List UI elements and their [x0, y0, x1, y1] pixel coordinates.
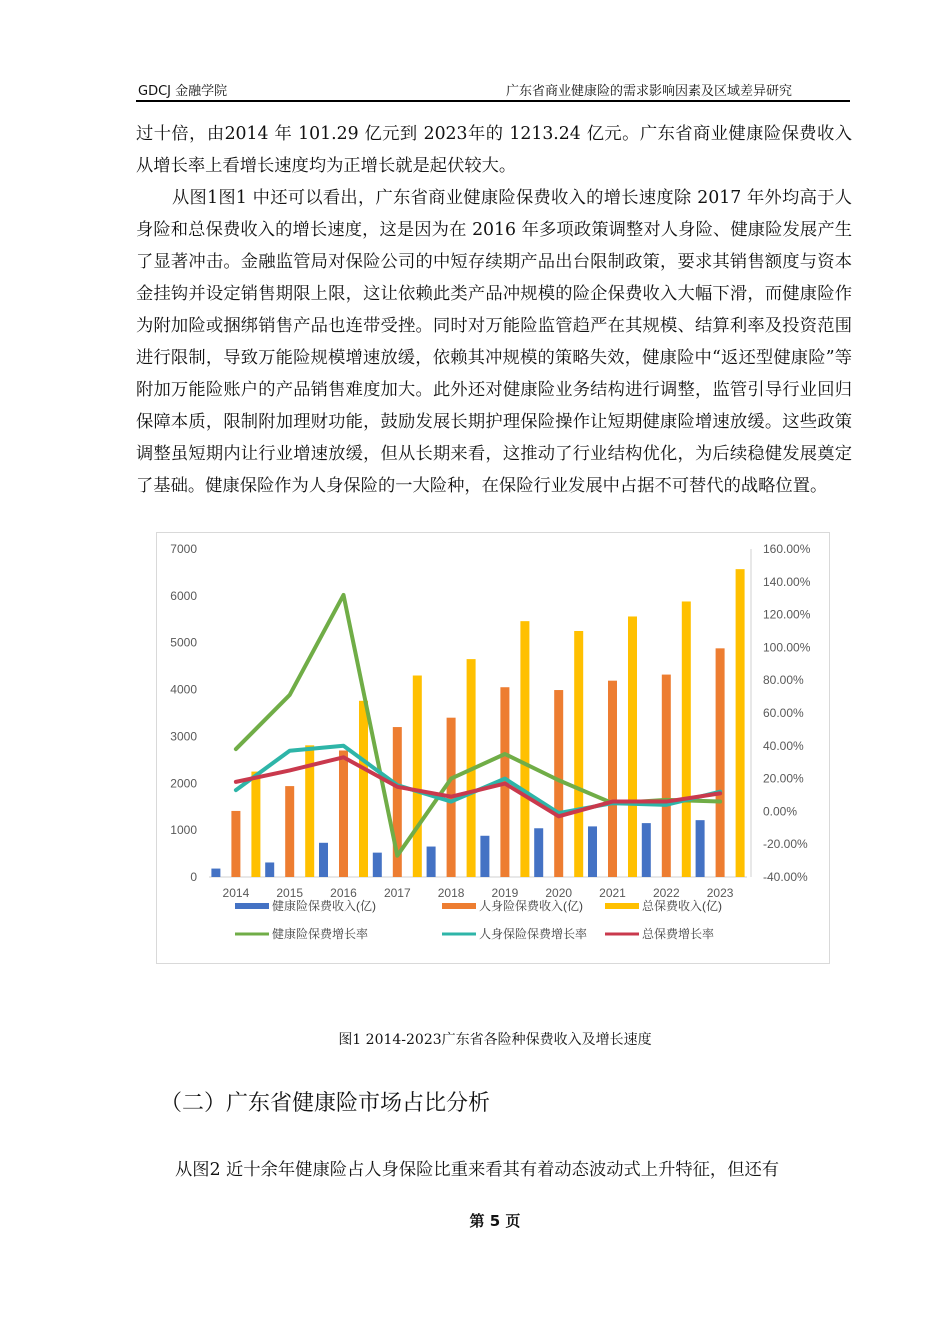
bar — [319, 843, 328, 877]
legend-label: 总保费增长率 — [642, 927, 715, 941]
left-axis-tick-label: 0 — [190, 870, 197, 884]
left-axis-tick-label: 3000 — [170, 729, 197, 744]
x-axis-tick-label: 2021 — [599, 886, 626, 900]
x-axis-tick-label: 2015 — [276, 886, 304, 900]
section-title: （二）广东省健康险市场占比分析 — [160, 1091, 491, 1116]
figure-caption: 图1 2014-2023广东省各险种保费收入及增长速度 — [338, 1032, 652, 1048]
right-axis-tick-label: 0.00% — [763, 804, 798, 819]
bar — [716, 648, 725, 877]
right-axis-tick-label: 140.00% — [763, 574, 811, 589]
left-axis-tick-label: 7000 — [170, 542, 197, 556]
x-axis-tick-label: 2017 — [383, 886, 411, 900]
paragraph-3: 从图2 近十余年健康险占人身保险比重来看其有着动态波动式上升特征，但还有 — [175, 1160, 780, 1180]
bar — [628, 616, 637, 877]
left-axis-tick-label: 6000 — [170, 588, 197, 603]
left-axis-tick-label: 1000 — [170, 823, 197, 838]
right-axis-tick-label: 80.00% — [763, 673, 804, 688]
bar — [413, 676, 422, 877]
legend-label: 健康险保费增长率 — [272, 927, 369, 941]
right-axis-tick-label: 120.00% — [763, 607, 811, 622]
bar — [251, 772, 260, 877]
legend-swatch — [442, 903, 476, 909]
bar — [520, 621, 529, 877]
right-axis-tick-label: 20.00% — [763, 771, 804, 786]
bar — [574, 631, 583, 877]
right-axis-tick-label: 60.00% — [763, 706, 804, 720]
bar — [285, 786, 294, 877]
bar — [736, 569, 745, 877]
bar — [480, 836, 489, 877]
bar — [427, 847, 436, 877]
x-axis-tick-label: 2019 — [491, 886, 519, 900]
bar — [373, 853, 382, 877]
bar — [231, 811, 240, 877]
bar — [339, 750, 348, 877]
x-axis-tick-label: 2020 — [545, 886, 573, 900]
header-right: 广东省商业健康险的需求影响因素及区域差异研究 — [505, 84, 792, 99]
bar — [359, 701, 368, 877]
left-axis-tick-label: 2000 — [170, 776, 197, 791]
x-axis-tick-label: 2018 — [437, 886, 465, 900]
x-axis-tick-label: 2014 — [222, 886, 250, 900]
chart-frame — [156, 532, 830, 964]
bar — [588, 826, 597, 877]
legend-swatch — [235, 903, 269, 909]
legend-label: 人身险保费收入(亿) — [479, 899, 583, 913]
combo-chart — [157, 533, 829, 963]
page-number: 第 5 页 — [469, 1212, 521, 1230]
header-left: GDCJ 金融学院 — [138, 84, 228, 99]
bar — [534, 828, 543, 877]
bar — [642, 823, 651, 877]
bar — [265, 862, 274, 877]
left-axis-tick-label: 5000 — [170, 635, 197, 650]
x-axis-tick-label: 2022 — [652, 886, 680, 900]
bar — [682, 601, 691, 877]
bar — [662, 675, 671, 877]
paragraph-1: 过十倍，由2014 年 101.29 亿元到 2023年的 1213.24 亿元。广东省商业健康险保费收入从增长率上看增长速度均为正增长就是起伏较大。 — [136, 124, 852, 176]
legend-label: 人身保险保费增长率 — [479, 927, 588, 941]
x-axis-tick-label: 2016 — [330, 886, 357, 900]
paragraph-2: 从图1图1 中还可以看出，广东省商业健康险保费收入的增长速度除 2017 年外均高于人身险和总保费收入的增长速度，这是因为在 2016 年多项政策调整对人身险、健康险发展产生了显著冲击。金融监管局对保险公司的中短存续期产品出台限制政策，要求其销售额度与资本金挂钩并设定销售期限上限，这让依赖此类产品冲规模的险企保费收入大幅下滑，而健康险作为附加险或捆绑销售产品也连带受挫。同时对万能险监管趋严在其规模、结算利率及投资范围进行限制，导致万能险规模增速放缓，依赖其冲规模的策略失效，健康险中“返还型健康险”等附加万能险账户的产品销售难度加大。此外还对健康险业务结构进行调整，监管引导行业回归保障本质，限制附加理财功能，鼓励发展长期护理保险操作让短期健康险增速放缓。这些政策调整虽短期内让行业增速放缓，但从长期来看，这推动了行业结构优化，为后续稳健发展奠定了基础。健康保险作为人身保险的一大险种，在保险行业发展中占据不可替代的战略位置。 — [136, 188, 852, 496]
bar — [608, 681, 617, 877]
right-axis-tick-label: 100.00% — [763, 640, 811, 655]
legend-label: 健康险保费收入(亿) — [272, 899, 376, 913]
bar — [211, 869, 220, 877]
right-axis-tick-label: -40.00% — [763, 870, 808, 884]
bar — [696, 820, 705, 877]
header-rule — [136, 100, 850, 102]
x-axis-tick-label: 2023 — [706, 886, 734, 900]
right-axis-tick-label: -20.00% — [763, 837, 808, 852]
left-axis-tick-label: 4000 — [170, 682, 197, 697]
right-axis-tick-label: 40.00% — [763, 738, 804, 753]
right-axis-tick-label: 160.00% — [763, 542, 811, 556]
legend-label: 总保费收入(亿) — [642, 899, 722, 913]
legend-swatch — [605, 903, 639, 909]
